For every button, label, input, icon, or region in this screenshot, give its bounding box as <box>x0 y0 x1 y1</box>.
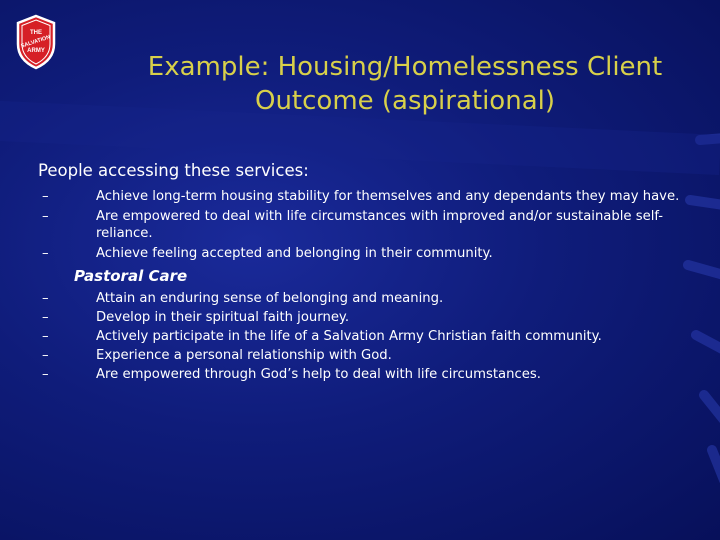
list-item: – Attain an enduring sense of belonging and meaning. <box>42 291 444 306</box>
svg-text:ARMY: ARMY <box>27 48 45 54</box>
dash-marker: – <box>42 246 49 261</box>
dash-marker: – <box>42 367 49 382</box>
slide-title <box>90 50 720 118</box>
pastoral-care-list <box>38 290 688 383</box>
slide-body <box>38 160 688 385</box>
list-item: – Develop in their spiritual faith journey. <box>42 310 350 325</box>
list-item: – Actively participate in the life of a Salvation Army Christian faith community. <box>42 329 602 344</box>
svg-text:SALVATION: SALVATION <box>20 34 52 50</box>
section-heading: Pastoral Care <box>74 267 188 285</box>
dash-marker: – <box>42 291 49 306</box>
dash-marker: – <box>42 209 49 224</box>
dash-marker: – <box>42 189 49 204</box>
list-item: – Achieve feeling accepted and belonging in their community. <box>42 246 493 261</box>
intro-text: People accessing these services: <box>38 161 309 180</box>
list-item: – Are empowered to deal with life circumstances with improved and/or sustainable self-reliance. <box>42 209 664 241</box>
dash-marker: – <box>42 310 49 325</box>
svg-text:THE: THE <box>30 30 42 36</box>
list-item: – Achieve long-term housing stability for themselves and any dependants they may have. <box>42 189 680 204</box>
title-line-1: Example: Housing/Homelessness Client <box>147 52 663 82</box>
dash-marker: – <box>42 329 49 344</box>
salvation-army-shield-icon <box>14 14 58 70</box>
dash-marker: – <box>42 348 49 363</box>
title-line-2: Outcome (aspirational) <box>254 86 555 116</box>
outcomes-list <box>38 188 688 262</box>
list-item: – Experience a personal relationship with God. <box>42 348 392 363</box>
list-item: – Are empowered through God’s help to deal with life circumstances. <box>42 367 541 382</box>
